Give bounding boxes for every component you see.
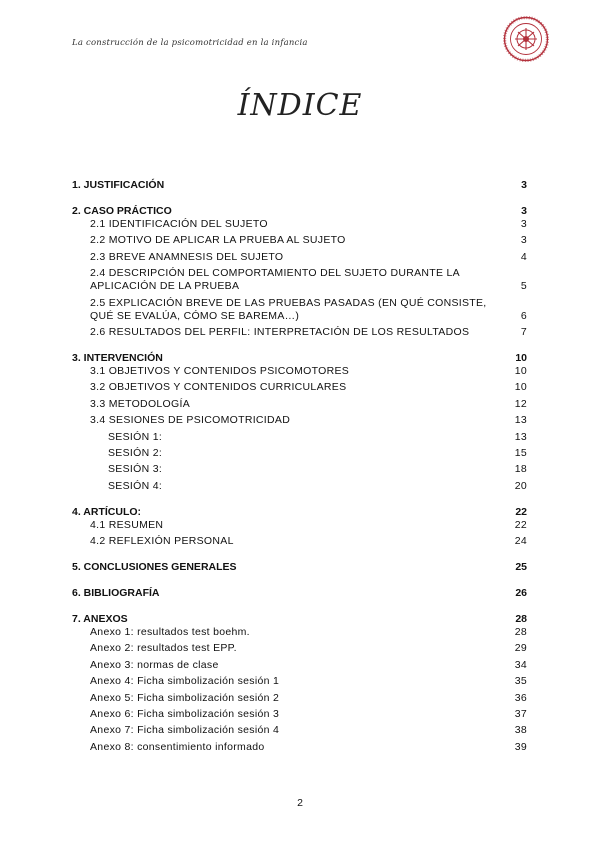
toc-entry-4-1[interactable] bbox=[72, 519, 527, 532]
toc-entry-title: 3.1 OBJETIVOS Y CONTENIDOS PSICOMOTORES bbox=[90, 364, 350, 377]
toc-entry-page: 4 bbox=[520, 250, 527, 263]
toc-entry-title: SESIÓN 3: bbox=[108, 463, 163, 476]
toc-entry-annex-3[interactable] bbox=[72, 659, 527, 672]
toc-entry-2-6[interactable] bbox=[72, 326, 527, 339]
toc-entry-2-4[interactable] bbox=[72, 267, 527, 293]
toc-entry-3-1[interactable] bbox=[72, 365, 527, 378]
toc-section-6[interactable] bbox=[72, 586, 527, 600]
toc-entry-title: Anexo 4: Ficha simbolización sesión 1 bbox=[90, 675, 280, 688]
toc-entry-page: 3 bbox=[520, 234, 527, 247]
toc-section-4[interactable] bbox=[72, 505, 527, 519]
toc-entry-title: 3.4 SESIONES DE PSICOMOTRICIDAD bbox=[90, 414, 291, 427]
toc-entry-3-3[interactable] bbox=[72, 398, 527, 411]
toc-section-7[interactable] bbox=[72, 612, 527, 626]
toc-entry-page: 34 bbox=[514, 658, 527, 671]
toc-entry-page: 20 bbox=[514, 479, 527, 492]
toc-entry-2-5[interactable] bbox=[72, 297, 527, 323]
toc-entry-2-3[interactable] bbox=[72, 251, 527, 264]
toc-entry-title: 6. BIBLIOGRAFÍA bbox=[72, 587, 160, 600]
toc-entry-session-3[interactable] bbox=[72, 463, 527, 476]
toc-entry-page: 3 bbox=[521, 205, 527, 217]
toc-entry-page: 39 bbox=[514, 740, 527, 753]
toc-entry-title: Anexo 1: resultados test boehm. bbox=[90, 626, 250, 639]
toc-entry-page: 18 bbox=[514, 463, 527, 476]
toc-entry-annex-1[interactable] bbox=[72, 626, 527, 639]
toc-entry-annex-7[interactable] bbox=[72, 724, 527, 737]
toc-section-1[interactable] bbox=[72, 178, 527, 192]
toc-entry-page: 15 bbox=[514, 446, 527, 459]
toc-entry-page: 36 bbox=[514, 691, 527, 704]
toc-entry-title: 7. ANEXOS bbox=[72, 613, 128, 626]
toc-entry-title: SESIÓN 1: bbox=[108, 430, 163, 443]
toc-entry-3-4[interactable] bbox=[72, 414, 527, 427]
toc-entry-page: 10 bbox=[515, 351, 527, 364]
toc-entry-page: 24 bbox=[514, 535, 527, 548]
toc-entry-title: Anexo 5: Ficha simbolización sesión 2 bbox=[90, 691, 280, 704]
toc-entry-title: 2.1 IDENTIFICACIÓN DEL SUJETO bbox=[90, 218, 268, 230]
toc-entry-page: 28 bbox=[515, 613, 527, 626]
toc-entry-page: 3 bbox=[521, 179, 527, 191]
toc-entry-page: 22 bbox=[514, 518, 527, 531]
toc-entry-4-2[interactable] bbox=[72, 535, 527, 548]
toc-entry-page: 37 bbox=[514, 708, 527, 721]
toc-entry-title: Anexo 7: Ficha simbolización sesión 4 bbox=[90, 724, 280, 737]
toc-entry-session-1[interactable] bbox=[72, 431, 527, 444]
toc-entry-title: Anexo 8: consentimiento informado bbox=[90, 740, 265, 753]
toc-entry-title: 4. ARTÍCULO: bbox=[72, 505, 142, 518]
toc-entry-title: 3.3 METODOLOGÍA bbox=[90, 397, 190, 410]
toc-entry-annex-5[interactable] bbox=[72, 692, 527, 705]
toc-section-2[interactable] bbox=[72, 204, 527, 218]
toc-entry-annex-4[interactable] bbox=[72, 675, 527, 688]
toc-entry-title: 2.6 RESULTADOS DEL PERFIL: INTERPRETACIÓN DE LOS RESULTADOS bbox=[90, 325, 470, 338]
toc-entry-2-1[interactable] bbox=[72, 218, 527, 231]
toc-entry-page: 10 bbox=[514, 364, 527, 377]
toc-entry-page: 26 bbox=[515, 587, 527, 600]
toc-entry-title: 2.3 BREVE ANAMNESIS DEL SUJETO bbox=[90, 250, 284, 263]
toc-entry-annex-2[interactable] bbox=[72, 642, 527, 655]
page-number: 2 bbox=[297, 797, 303, 809]
toc-entry-annex-8[interactable] bbox=[72, 741, 527, 754]
toc-entry-title: Anexo 3: normas de clase bbox=[90, 658, 219, 671]
toc-entry-page: 6 bbox=[520, 309, 527, 322]
toc-entry-session-4[interactable] bbox=[72, 480, 527, 493]
toc-section-3[interactable] bbox=[72, 351, 527, 365]
toc-entry-title: Anexo 6: Ficha simbolización sesión 3 bbox=[90, 708, 280, 721]
toc-entry-page: 28 bbox=[514, 626, 527, 639]
university-seal-icon bbox=[503, 16, 549, 62]
page-title: ÍNDICE bbox=[237, 88, 363, 123]
toc-entry-2-2[interactable] bbox=[72, 234, 527, 247]
toc-entry-title: 1. JUSTIFICACIÓN bbox=[72, 179, 165, 191]
toc-entry-title: 2.4 DESCRIPCIÓN DEL COMPORTAMIENTO DEL SUJETO DURANTE LA APLICACIÓN DE LA PRUEBA bbox=[90, 267, 460, 293]
toc-entry-page: 38 bbox=[514, 724, 527, 737]
toc-entry-page: 13 bbox=[514, 414, 527, 427]
toc-entry-page: 35 bbox=[514, 675, 527, 688]
toc-entry-3-2[interactable] bbox=[72, 381, 527, 394]
toc-entry-title: 2. CASO PRÁCTICO bbox=[72, 205, 172, 217]
toc-entry-title: 4.1 RESUMEN bbox=[90, 518, 164, 531]
toc-entry-session-2[interactable] bbox=[72, 447, 527, 460]
toc-entry-page: 13 bbox=[514, 430, 527, 443]
toc-entry-title: SESIÓN 4: bbox=[108, 479, 163, 492]
toc-entry-page: 12 bbox=[514, 397, 527, 410]
toc-entry-page: 10 bbox=[514, 381, 527, 394]
toc-section-5[interactable] bbox=[72, 560, 527, 574]
toc-entry-page: 5 bbox=[520, 280, 527, 293]
toc-entry-title: 3.2 OBJETIVOS Y CONTENIDOS CURRICULARES bbox=[90, 381, 347, 394]
toc-entry-page: 3 bbox=[520, 218, 527, 230]
toc-entry-title: Anexo 2: resultados test EPP. bbox=[90, 642, 237, 655]
toc-entry-page: 29 bbox=[514, 642, 527, 655]
toc-entry-page: 25 bbox=[515, 561, 527, 574]
table-of-contents bbox=[72, 178, 527, 754]
running-header: La construcción de la psicomotricidad en la infancia bbox=[72, 38, 308, 48]
toc-entry-title: 5. CONCLUSIONES GENERALES bbox=[72, 561, 237, 574]
toc-entry-title: 2.5 EXPLICACIÓN BREVE DE LAS PRUEBAS PASADAS (EN QUÉ CONSISTE, QUÉ SE EVALÚA, CÓMO SE BAREMA…) bbox=[90, 296, 487, 322]
toc-entry-title: 2.2 MOTIVO DE APLICAR LA PRUEBA AL SUJETO bbox=[90, 234, 346, 247]
toc-entry-title: 4.2 REFLEXIÓN PERSONAL bbox=[90, 535, 234, 548]
toc-entry-annex-6[interactable] bbox=[72, 708, 527, 721]
toc-entry-page: 22 bbox=[515, 505, 527, 518]
toc-entry-title: SESIÓN 2: bbox=[108, 446, 163, 459]
toc-entry-title: 3. INTERVENCIÓN bbox=[72, 351, 163, 364]
toc-entry-page: 7 bbox=[520, 325, 527, 338]
